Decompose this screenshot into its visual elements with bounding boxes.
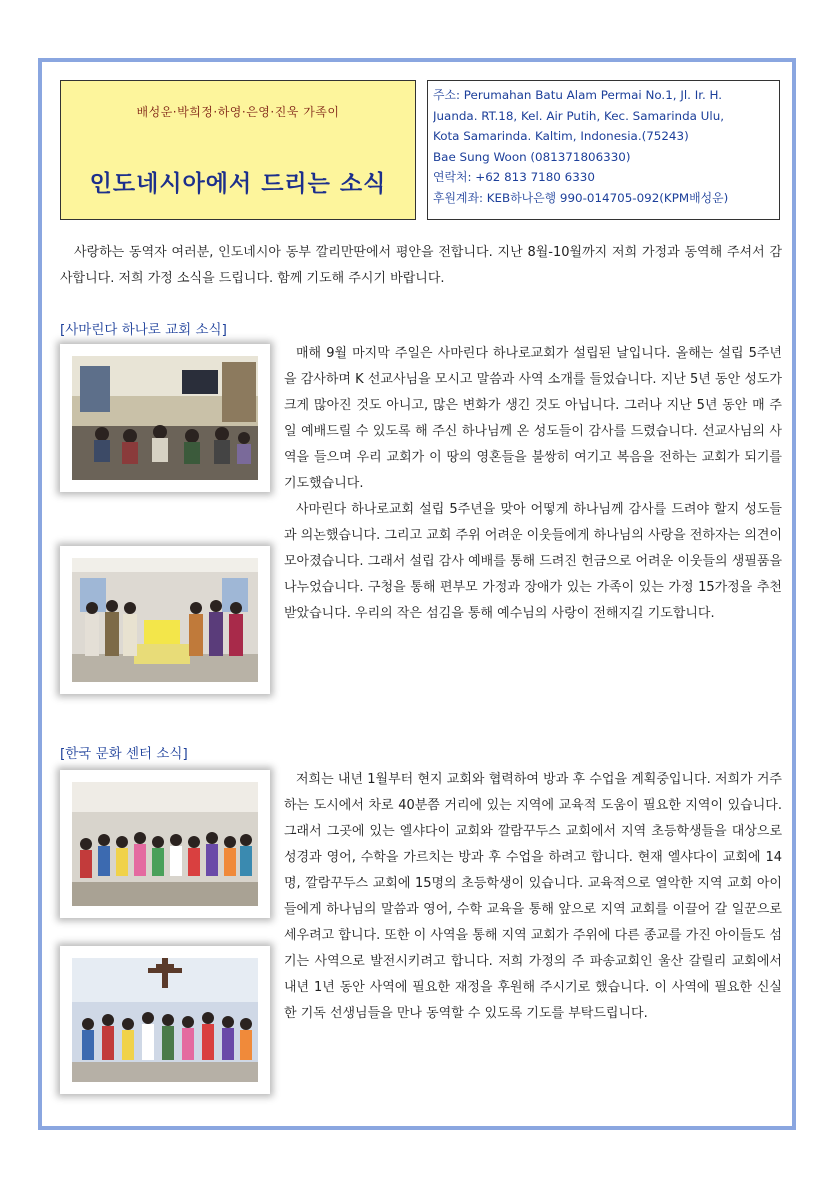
section-title-culture-center: [한국 문화 센터 소식] (60, 746, 188, 762)
title-box (60, 80, 416, 220)
church-service-image (72, 356, 258, 480)
address-line-1: 주소: Perumahan Batu Alam Permai No.1, Jl. Ir. H. (433, 88, 723, 102)
church-news-paragraph-2: 사마린다 하나로교회 설립 5주년을 맞아 어떻게 하나님께 감사를 드려야 할지 성도들과 의논했습니다. 그리고 교회 주위 어려운 이웃들에게 하나님의 사랑을 전하자는 의견이 모아졌습니다. 그래서 설립 감사 예배를 통해 드려진 헌금으로 어려운 이웃들의 생필품을 나누었습니다. 구청을 통해 편부모 가정과 장애가 있는 가족이 있는 가정 15가정을 추천받았습니다. 우리의 작은 섬김을 통해 예수님의 사랑이 전해지길 기도합니다. (284, 502, 782, 621)
church-news-paragraph-1: 매해 9월 마지막 주일은 사마린다 하나로교회가 설립된 날입니다. 올해는 설립 5주년을 감사하며 K 선교사님을 모시고 말씀과 사역 소개를 들었습니다. 지난 5년 동안 성도가 크게 많아진 것도 아니고, 많은 변화가 생긴 것도 아닙니다. 그러나 지난 5년 동안 매 주일 예배드릴 수 있도록 해 주신 하나님께 온 성도들이 감사를 드렸습니다. 선교사님의 사역을 들으며 우리 교회가 이 땅의 영혼들을 불쌍히 여기고 복음을 전하는 교회가 되기를 기도했습니다. (284, 346, 782, 491)
photo-charity-sharing (60, 546, 270, 694)
photo-church-children (60, 946, 270, 1094)
church-news-body (284, 341, 782, 627)
section-title-church: [사마린다 하나로 교회 소식] (60, 322, 227, 338)
donation-account: 후원계좌: KEB하나은행 990-014705-092(KPM배성운) (433, 190, 729, 205)
charity-sharing-image (72, 558, 258, 682)
address-line-2: Juanda. RT.18, Kel. Air Putih, Kec. Samarinda Ulu, (433, 108, 725, 123)
contact-box (427, 80, 780, 220)
contact-phone: 연락처: +62 813 7180 6330 (433, 170, 595, 185)
church-children-image (72, 958, 258, 1082)
newsletter-title: 인도네시아에서 드리는 소식 (89, 171, 387, 197)
culture-center-paragraph-1: 저희는 내년 1월부터 현지 교회와 협력하여 방과 후 수업을 계획중입니다. 저희가 거주하는 도시에서 차로 40분쯤 거리에 있는 지역에 교육적 도움이 필요한 지역이 있습니다. 그래서 그곳에 있는 엘샤다이 교회와 깔람꾸두스 교회에서 지역 초등학생들을 대상으로 성경과 영어, 수학을 가르치는 방과 후 수업을 하려고 합니다. 현재 엘샤다이 교회에 14명, 깔람꾸두스 교회에 15명의 초등학생이 있습니다. 교육적으로 열악한 지역 교회 아이들에게 하나님의 말씀과 영어, 수학 교육을 통해 앞으로 지역 교회를 이끌어 갈 일꾼으로 세우려고 합니다. 또한 이 사역을 통해 지역 교회가 주위에 다른 종교를 가진 아이들도 섬기는 사역으로 발전시키려고 합니다. 저희 가정의 주 파송교회인 울산 갈릴리 교회에서 내년 1년 동안 사역에 필요한 재정을 후원해 주시기로 했습니다. 이 사역에 필요한 신실한 기독 선생님들을 만나 동역할 수 있도록 기도를 부탁드립니다. (284, 772, 782, 1021)
children-group-image (72, 782, 258, 906)
photo-children-group (60, 770, 270, 918)
intro-paragraph: 사랑하는 동역자 여러분, 인도네시아 동부 깔리만딴에서 평안을 전합니다. 지난 8월-10월까지 저희 가정과 동역해 주셔서 감사합니다. 저희 가정 소식을 드립니다. 함께 기도해 주시기 바랍니다. (60, 245, 782, 286)
contact-name-phone: Bae Sung Woon (081371806330) (433, 149, 631, 164)
culture-center-body (284, 767, 782, 1027)
photo-church-service (60, 344, 270, 492)
family-names: 배성운·박희정·하영·은영·진욱 가족이 (136, 105, 340, 119)
address-line-3: Kota Samarinda. Kaltim, Indonesia.(75243) (433, 129, 689, 144)
